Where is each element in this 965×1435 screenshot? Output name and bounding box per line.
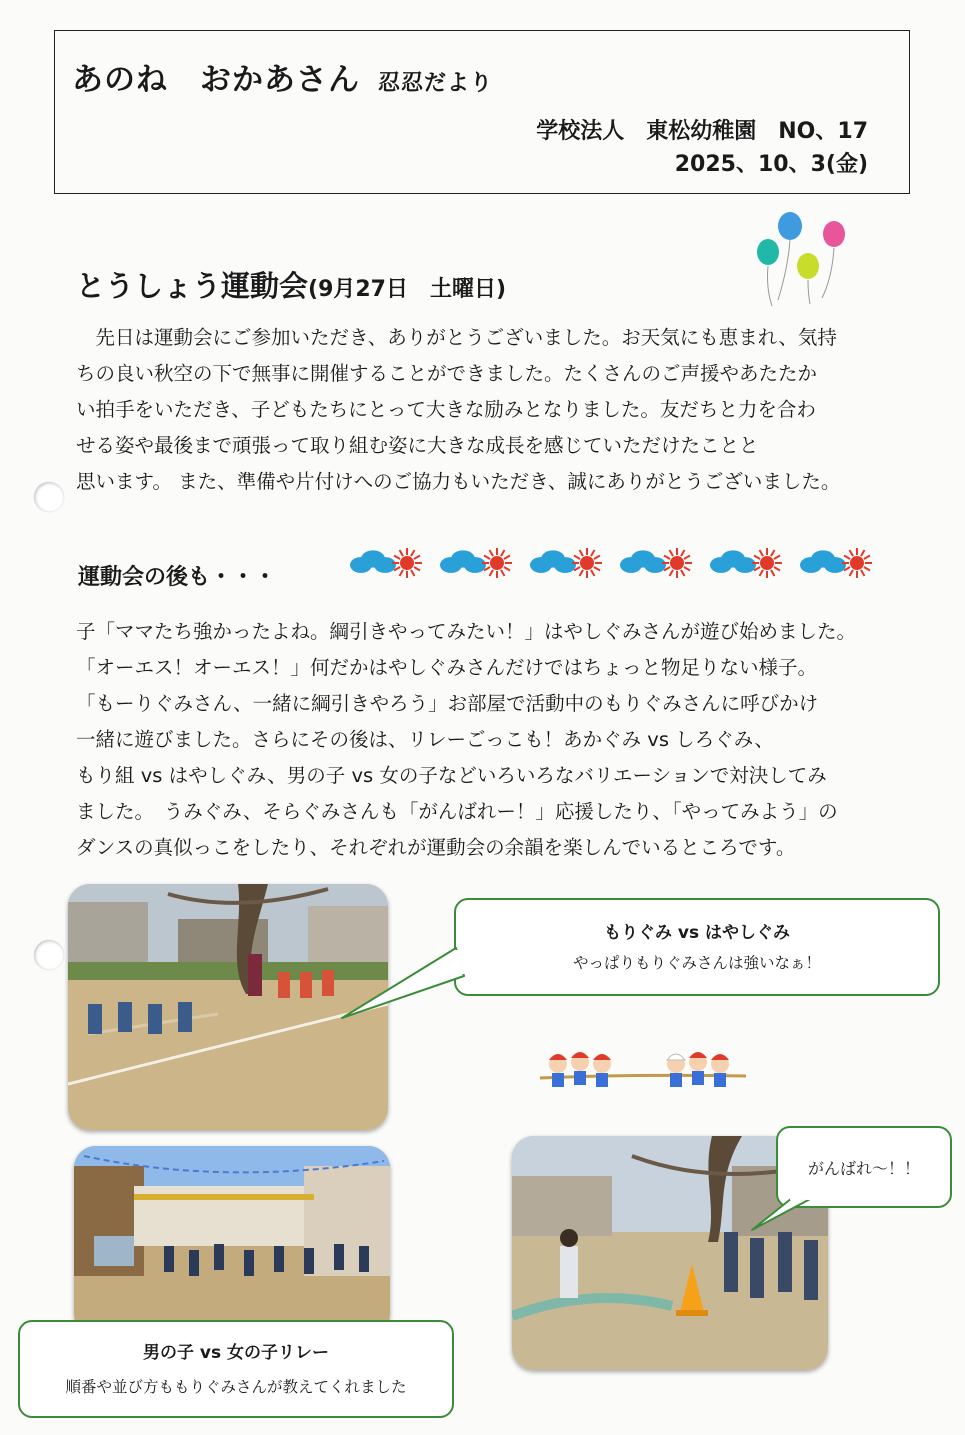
issue-date: 2025、10、3(金) (674, 152, 868, 177)
cloud-icon (800, 550, 846, 573)
school-name: 学校法人 東松幼稚園 NO、17 (536, 119, 868, 144)
paragraph-line: 先日は運動会にご参加いただき、ありがとうございました。お天気にも恵まれ、気持 (76, 326, 837, 349)
tug-of-war-speech-bubble (454, 898, 940, 996)
sun-icon (392, 548, 422, 578)
cheer-bubble-tail (748, 1196, 818, 1236)
cloud-icon (350, 550, 396, 573)
paragraph-line: せる姿や最後まで頑張って取り組む姿に大きな成長を感じていただけたことと (76, 434, 759, 457)
paragraph-line: ました。 うみぐみ、そらぐみさんも「がんばれー！」応援したり、「やってみよう」の (76, 800, 838, 823)
after-sports-day-paragraph (76, 614, 856, 866)
cloud-icon (440, 550, 486, 573)
sun-icon (752, 548, 782, 578)
bubble-tail (340, 940, 470, 1020)
paragraph-line: ちの良い秋空の下で無事に開催することができました。たくさんのご声援やあたたか (76, 362, 818, 385)
sports-day-heading (76, 264, 506, 305)
cloud-sun-border (345, 545, 885, 581)
cloud-icon (710, 550, 756, 573)
title-text: あのね おかあさん (72, 62, 360, 98)
punch-hole-bottom (34, 940, 64, 970)
bubble-title: もりぐみ vs はやしぐみ (603, 923, 791, 943)
paragraph-line: もり組 vs はやしぐみ、男の子 vs 女の子などいろいろなバリエーションで対決してみ (76, 764, 827, 787)
bubble-text: がんばれ～！！ (807, 1159, 920, 1178)
paragraph-line: い拍手をいただき、子どもたちにとって大きな励みとなりました。友だちと力を合わ (76, 398, 816, 421)
sun-icon (662, 548, 692, 578)
bubble-text: やっぱりもりぐみさんは強いなぁ！ (572, 954, 821, 972)
paragraph-line: 「オーエス！オーエス！」何だかはやしぐみさんだけではちょっと物足りない様子。 (76, 656, 818, 679)
newsletter-title (72, 54, 493, 99)
paragraph-line: 「もーりぐみさん、一緒に綱引きやろう」お部屋で活動中のもりぐみさんに呼びかけ (76, 692, 819, 715)
sports-day-heading-text: とうしょう運動会 (76, 269, 309, 303)
cloud-icon (620, 550, 666, 573)
tug-of-war-kids-icon (536, 1046, 750, 1098)
paragraph-line: ダンスの真似っこをしたり、それぞれが運動会の余韻を楽しんでいるところです。 (76, 836, 796, 859)
paragraph-line: 子「ママたち強かったよね。綱引きやってみたい！」はやしぐみさんが遊び始めました。 (76, 620, 857, 643)
sun-icon (482, 548, 512, 578)
paragraph-line: 思います。 また、準備や片付けへのご協力もいただき、誠にありがとうございました。 (76, 470, 841, 493)
cloud-icon (530, 550, 576, 573)
relay-caption-bubble (18, 1320, 454, 1418)
sports-day-paragraph (76, 320, 840, 500)
bubble-title: 男の子 vs 女の子リレー (142, 1343, 330, 1363)
balloons-icon (748, 208, 858, 308)
sun-icon (572, 548, 602, 578)
paragraph-line: 一緒に遊びました。さらにその後は、リレーごっこも！あかぐみ vs しろぐみ、 (76, 728, 774, 751)
sun-icon (842, 548, 872, 578)
relay-photo (74, 1146, 390, 1336)
sports-day-date: (9月27日 土曜日) (308, 277, 507, 302)
after-sports-day-heading: 運動会の後も・・・ (78, 565, 277, 590)
punch-hole-top (34, 482, 64, 512)
newsletter-subtitle: 忍忍だより (378, 71, 494, 96)
bubble-text: 順番や並び方ももりぐみさんが教えてくれました (65, 1378, 407, 1396)
